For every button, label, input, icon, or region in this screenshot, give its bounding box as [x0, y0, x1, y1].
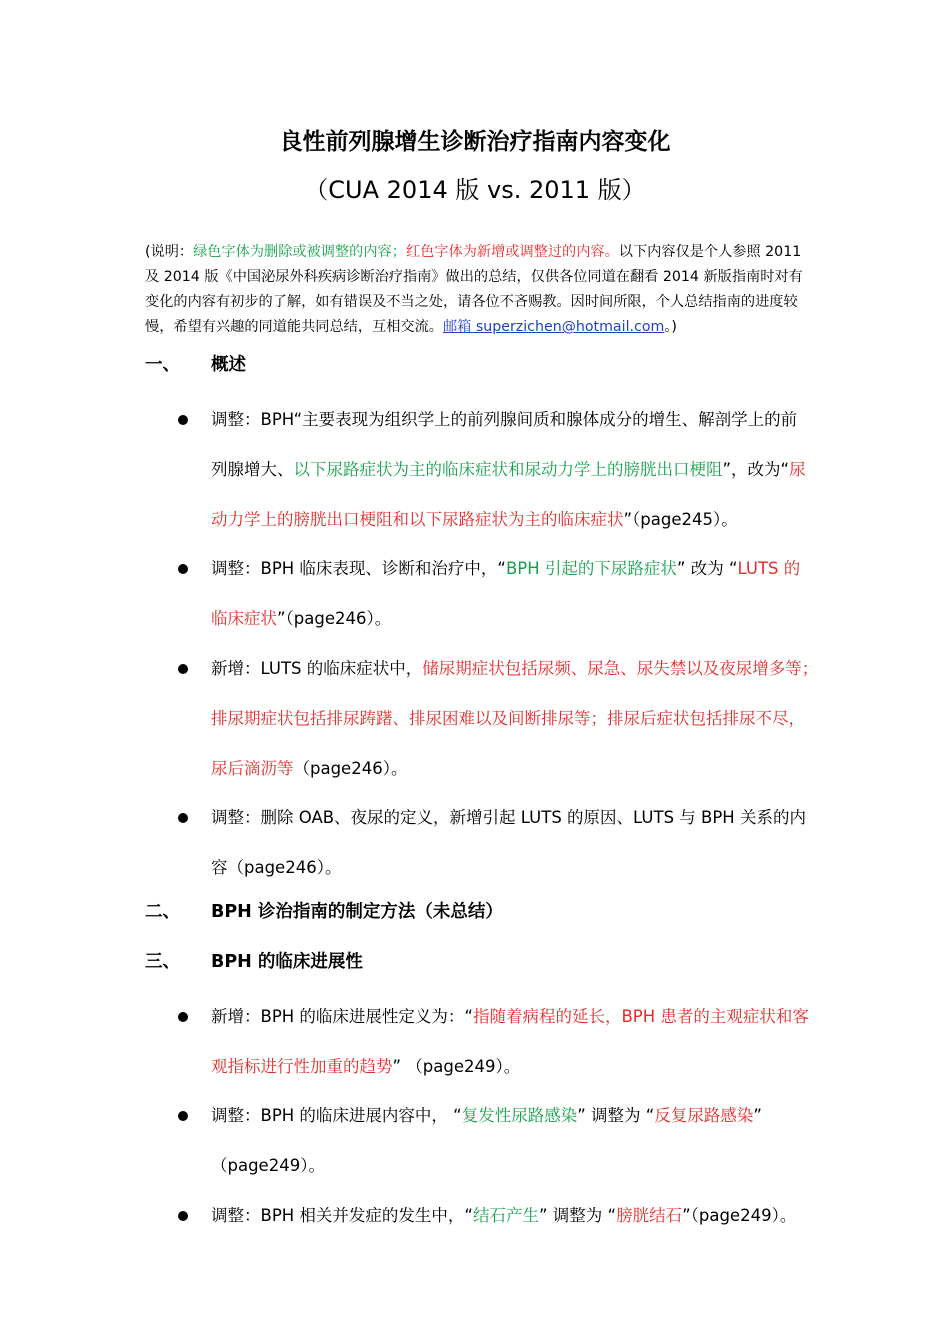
bullet-text	[211, 793, 811, 893]
section-number: 一、	[145, 355, 180, 375]
text-span: 变化的内容有初步的了解，如有错误及不当之处，请各位不吝赐教。因时间所限，个人总结指南的进度较	[145, 294, 798, 310]
red-text-span: 指随着病程的延长，BPH 患者的主观症状和客	[472, 1007, 809, 1026]
red-text-span: 膀胱结石	[616, 1206, 683, 1225]
bullet-dot-icon	[178, 1211, 188, 1221]
bullet-text	[211, 544, 811, 644]
text-span: 调整：BPH 相关并发症的发生中，“	[211, 1206, 473, 1225]
bullet-text	[211, 1091, 811, 1191]
bullet-dot-icon	[178, 415, 188, 425]
text-span: ” 调整为 “	[538, 1206, 617, 1225]
red-text-span: 储尿期症状包括尿频、尿急、尿失禁以及夜尿增多等；	[422, 659, 819, 678]
bullet-text	[211, 992, 811, 1092]
bullet-text	[211, 395, 811, 545]
text-line	[211, 793, 811, 843]
document-subtitle: （CUA 2014 版 vs. 2011 版）	[304, 176, 646, 204]
text-span: 及 2014 版《中国泌尿外科疾病诊断治疗指南》做出的总结，仅供各位同道在翻看 2014 新版指南时对有	[145, 269, 803, 285]
text-span: ”（page246）。	[277, 609, 392, 628]
text-line	[211, 1042, 811, 1092]
red-text-span: 反复尿路感染	[654, 1106, 754, 1125]
section-title: 概述	[211, 355, 246, 375]
green-text-span: 结石产生	[472, 1206, 539, 1225]
red-text-span: 临床症状	[211, 609, 277, 628]
text-span: ”（page245）。	[623, 510, 738, 529]
section-heading-3	[145, 947, 825, 977]
text-span: (说明：	[145, 244, 194, 260]
green-text-span: 绿色字体为删除或被调整的内容；	[193, 244, 406, 260]
text-line	[145, 290, 810, 315]
email-link[interactable]: 邮箱 superzichen@hotmail.com	[442, 319, 665, 335]
text-span: 调整：BPH“主要表现为组织学上的前列腺间质和腺体成分的增生、解剖学上的前	[211, 410, 798, 429]
section-title: BPH 的临床进展性	[211, 952, 363, 972]
red-text-span: 尿	[789, 460, 806, 479]
section-heading-1	[145, 350, 825, 380]
note-paragraph	[145, 240, 810, 340]
text-line	[145, 265, 810, 290]
section-number: 三、	[145, 952, 180, 972]
text-line	[211, 744, 811, 794]
green-text-span: 以下尿路症状为主的临床症状和尿动力学上的膀胱出口梗阻	[293, 460, 723, 479]
text-line	[211, 644, 819, 694]
text-span: 容（page246）。	[211, 858, 342, 877]
bullet-dot-icon	[178, 1012, 188, 1022]
text-line	[211, 395, 811, 445]
text-span: （page246）。	[293, 759, 408, 778]
text-line	[211, 594, 811, 644]
text-span: 慢，希望有兴趣的同道能共同总结，互相交流。	[145, 319, 443, 335]
text-span: 列腺增大、	[211, 460, 294, 479]
text-span: ”，改为“	[722, 460, 790, 479]
red-text-span: LUTS 的	[737, 559, 801, 578]
text-span: 调整：BPH 的临床进展内容中， “	[211, 1106, 462, 1125]
text-line	[211, 1091, 811, 1141]
text-span: ”（page249）。	[682, 1206, 797, 1225]
text-line	[211, 843, 811, 893]
text-span: ”	[753, 1106, 762, 1125]
text-span: 调整：删除 OAB、夜尿的定义，新增引起 LUTS 的原因、LUTS 与 BPH 关系的内	[211, 808, 806, 827]
text-span: 以下内容仅是个人参照 2011	[618, 244, 802, 260]
text-line	[211, 1141, 811, 1191]
red-text-span: 排尿期症状包括排尿踌躇、排尿困难以及间断排尿等；排尿后症状包括排尿不尽，	[211, 709, 805, 728]
text-span: ” 改为 “	[676, 559, 738, 578]
text-span: （page249）。	[211, 1156, 325, 1175]
bullet-text	[211, 644, 819, 794]
text-span: 。)	[664, 319, 677, 335]
red-text-span: 观指标进行性加重的趋势	[211, 1057, 393, 1076]
text-line	[145, 240, 810, 265]
text-line	[145, 315, 810, 340]
text-span: 新增：LUTS 的临床症状中，	[211, 659, 423, 678]
bullet-text	[211, 1191, 811, 1241]
text-span: ” 调整为 “	[577, 1106, 655, 1125]
section-title: BPH 诊治指南的制定方法（未总结）	[211, 902, 503, 922]
bullet-dot-icon	[178, 813, 188, 823]
red-text-span: 尿后滴沥等	[211, 759, 294, 778]
bullet-dot-icon	[178, 564, 188, 574]
bullet-dot-icon	[178, 664, 188, 674]
bullet-dot-icon	[178, 1111, 188, 1121]
document-title: 良性前列腺增生诊断治疗指南内容变化	[279, 129, 671, 155]
text-line	[211, 445, 811, 495]
red-text-span: 红色字体为新增或调整过的内容。	[405, 244, 619, 260]
red-text-span: 动力学上的膀胱出口梗阻和以下尿路症状为主的临床症状	[211, 510, 624, 529]
green-text-span: BPH 引起的下尿路症状	[505, 559, 677, 578]
text-span: 调整：BPH 临床表现、诊断和治疗中，“	[211, 559, 506, 578]
section-heading-2	[145, 897, 825, 927]
text-line	[211, 544, 811, 594]
text-line	[211, 694, 811, 744]
section-number: 二、	[145, 902, 180, 922]
text-span: 新增：BPH 的临床进展性定义为：“	[211, 1007, 473, 1026]
text-line	[211, 1191, 811, 1241]
text-span: ” （page249）。	[392, 1057, 521, 1076]
green-text-span: 复发性尿路感染	[461, 1106, 578, 1125]
text-line	[211, 992, 811, 1042]
text-line	[211, 495, 811, 545]
